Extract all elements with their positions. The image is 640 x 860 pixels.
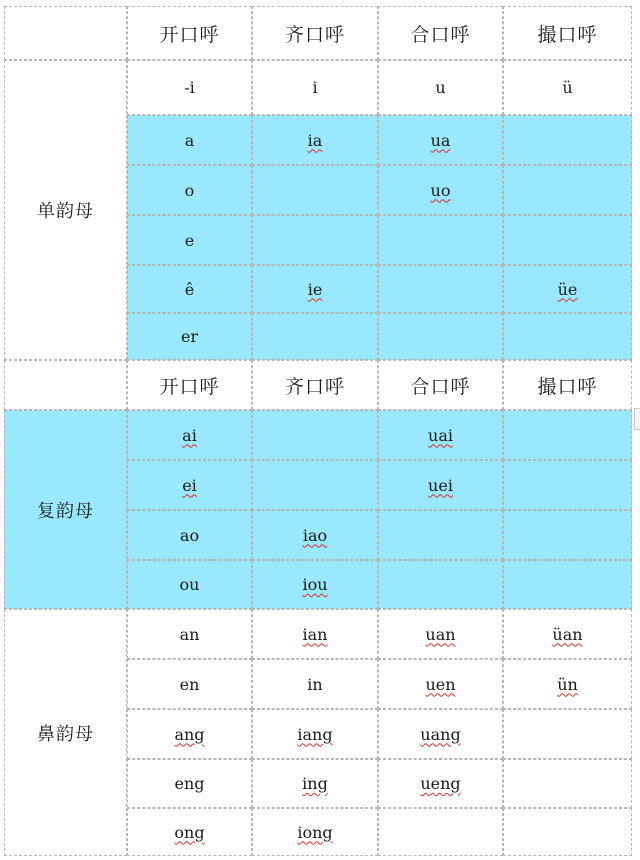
final-cell xyxy=(127,808,252,856)
final-cell xyxy=(252,265,378,313)
final-cell xyxy=(127,60,252,115)
column-header xyxy=(503,360,632,410)
column-header-label: 开口呼 xyxy=(159,23,220,46)
final-text: üan xyxy=(552,624,583,644)
final-text: uei xyxy=(428,475,453,495)
column-header xyxy=(378,360,503,410)
final-cell xyxy=(503,460,632,510)
final-text: ian xyxy=(302,624,328,644)
final-text: u xyxy=(435,78,446,97)
final-cell xyxy=(378,215,503,265)
final-cell xyxy=(378,560,503,609)
final-cell xyxy=(378,265,503,313)
section-label-text: 单韵母 xyxy=(37,201,94,222)
final-cell xyxy=(503,560,632,609)
final-cell xyxy=(252,659,378,709)
section-label-text: 鼻韵母 xyxy=(37,723,94,745)
section-label xyxy=(4,410,127,609)
column-header-label: 齐口呼 xyxy=(284,23,345,46)
final-text: ang xyxy=(174,724,205,744)
final-cell xyxy=(252,460,378,510)
final-text: er xyxy=(180,327,199,346)
final-cell xyxy=(503,115,632,165)
final-text: -i xyxy=(184,78,195,97)
final-text: üe xyxy=(557,279,578,299)
final-cell xyxy=(378,60,503,115)
final-text: ua xyxy=(430,130,451,150)
final-text: iou xyxy=(302,575,328,594)
final-text: in xyxy=(307,674,323,694)
final-cell xyxy=(378,510,503,560)
final-cell xyxy=(127,410,252,460)
column-header-label: 撮口呼 xyxy=(537,375,598,398)
column-header xyxy=(378,6,503,60)
final-text: iong xyxy=(297,822,333,842)
column-header-label: 撮口呼 xyxy=(537,23,598,46)
final-cell xyxy=(252,510,378,560)
final-text: an xyxy=(179,624,200,644)
final-text: iao xyxy=(302,525,328,545)
final-cell xyxy=(503,510,632,560)
final-cell xyxy=(503,410,632,460)
final-text: uan xyxy=(425,624,456,644)
final-text: ie xyxy=(307,279,323,299)
final-cell xyxy=(378,709,503,759)
column-header-label: 合口呼 xyxy=(410,23,471,46)
final-cell xyxy=(252,313,378,360)
final-cell xyxy=(503,165,632,215)
final-cell xyxy=(252,808,378,856)
final-cell xyxy=(127,759,252,808)
final-cell xyxy=(503,265,632,313)
final-cell xyxy=(503,215,632,265)
final-cell xyxy=(378,759,503,808)
final-cell xyxy=(503,808,632,856)
column-header-label: 合口呼 xyxy=(410,375,471,398)
final-text: uo xyxy=(430,180,451,200)
final-cell xyxy=(127,709,252,759)
final-cell xyxy=(503,709,632,759)
section-label-text: 复韵母 xyxy=(37,500,94,522)
final-cell xyxy=(127,265,252,313)
final-text: ao xyxy=(179,525,200,545)
final-text: ueng xyxy=(420,774,461,793)
final-text: ê xyxy=(184,279,195,299)
final-cell xyxy=(503,60,632,115)
final-cell xyxy=(127,560,252,609)
final-text: iang xyxy=(297,724,333,744)
final-cell xyxy=(127,659,252,709)
final-cell xyxy=(127,460,252,510)
final-text: i xyxy=(312,78,318,97)
final-text: ia xyxy=(307,130,323,150)
final-cell xyxy=(378,609,503,659)
final-text: a xyxy=(184,130,195,150)
final-cell xyxy=(378,460,503,510)
final-text: ong xyxy=(174,822,205,842)
section-label xyxy=(4,60,127,360)
final-cell xyxy=(252,410,378,460)
final-cell xyxy=(127,115,252,165)
column-header xyxy=(252,6,378,60)
final-cell xyxy=(252,215,378,265)
column-header xyxy=(127,6,252,60)
final-text: e xyxy=(184,230,195,250)
final-cell xyxy=(503,659,632,709)
final-cell xyxy=(503,313,632,360)
column-header-label: 齐口呼 xyxy=(284,375,345,398)
final-cell xyxy=(127,609,252,659)
final-text: ün xyxy=(557,674,578,694)
column-header xyxy=(252,360,378,410)
final-cell xyxy=(378,808,503,856)
final-cell xyxy=(252,165,378,215)
final-cell xyxy=(252,609,378,659)
final-cell xyxy=(127,510,252,560)
final-cell xyxy=(378,410,503,460)
header-corner-cell xyxy=(4,360,127,410)
column-header xyxy=(127,360,252,410)
section-label xyxy=(4,609,127,856)
column-header-label: 开口呼 xyxy=(159,375,220,398)
final-text: ing xyxy=(302,774,328,793)
final-cell xyxy=(378,659,503,709)
final-cell xyxy=(252,759,378,808)
final-cell xyxy=(378,313,503,360)
final-cell xyxy=(252,560,378,609)
header-corner-cell xyxy=(4,6,127,60)
final-cell xyxy=(127,313,252,360)
final-text: uang xyxy=(420,724,461,744)
final-cell xyxy=(503,609,632,659)
final-cell xyxy=(378,165,503,215)
final-text: ü xyxy=(562,78,573,97)
final-cell xyxy=(127,165,252,215)
final-cell xyxy=(378,115,503,165)
final-text: ai xyxy=(182,425,197,445)
final-cell xyxy=(252,115,378,165)
final-text: ou xyxy=(179,575,200,594)
final-cell xyxy=(252,709,378,759)
final-text: o xyxy=(184,180,195,200)
final-cell xyxy=(503,759,632,808)
final-cell xyxy=(252,60,378,115)
final-text: en xyxy=(179,674,200,694)
column-header xyxy=(503,6,632,60)
final-text: ei xyxy=(182,475,197,495)
final-text: uai xyxy=(428,425,453,445)
final-text: uen xyxy=(425,674,456,694)
final-text: eng xyxy=(174,774,205,793)
final-cell xyxy=(127,215,252,265)
page-edge-marker xyxy=(634,408,640,430)
